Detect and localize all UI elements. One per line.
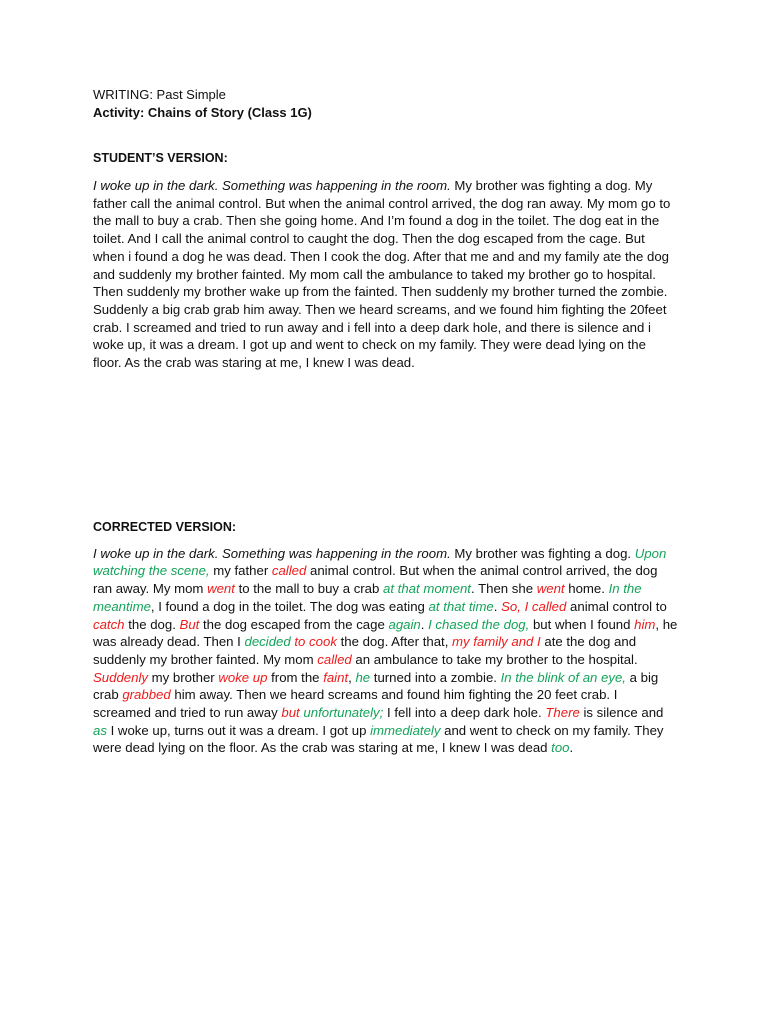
corrected-text-run: ate the dog and suddenly my brother fainted. My mom bbox=[93, 634, 637, 667]
corrected-text-run: the dog. After that, bbox=[336, 634, 453, 650]
corrected-text-run: to the mall to buy a crab bbox=[234, 581, 384, 597]
corrected-text-run: my brother bbox=[148, 669, 219, 685]
correction-text: called bbox=[271, 563, 307, 579]
added-text: as bbox=[93, 722, 107, 738]
correction-text: him bbox=[634, 616, 656, 632]
added-text: unfortunately; bbox=[303, 705, 384, 721]
corrected-text-run: from the bbox=[267, 669, 324, 685]
student-body: My brother was fighting a dog. My father call the animal control. But when the animal control arrived, the dog ran away. My mom go to the mall to buy a crab. Then she going home. And I’m found a dog in the toilet. The dog eat in the toilet. And I call the animal control to caught the dog. Then the dog escaped from the cage. But when i found a dog he was dead. Then I cook the dog. After that me and and my family ate the dog and suddenly my brother fainted. My mom call the ambulance to taked my brother go to hospital. Then suddenly my brother wake up from the fainted. Then suddenly my brother turned the zombie. Suddenly a big crab grab him away. Then we heard screams, and we found him fighting the 20feet crab. I screamed and tried to run away and i fell into a deep dark hole, and there is silence and i woke up, it was a dream. I got up and went to check on my family. They were dead lying on the floor. As the crab was staring at me, I knew I was dead. bbox=[93, 178, 671, 371]
added-text: decided bbox=[244, 634, 291, 650]
subject-line: WRITING: Past Simple bbox=[93, 87, 226, 102]
corrected-text-run: . bbox=[569, 740, 574, 756]
correction-text: Suddenly bbox=[93, 669, 148, 685]
corrected-text-run: , bbox=[348, 669, 356, 685]
corrected-text-run: my father bbox=[209, 563, 272, 579]
corrected-text-run: a big crab bbox=[93, 669, 659, 703]
activity-title: Activity: Chains of Story (Class 1G) bbox=[93, 105, 312, 120]
correction-text: grabbed bbox=[122, 687, 171, 703]
added-text: too bbox=[551, 740, 570, 756]
corrected-text-run: . bbox=[493, 598, 502, 614]
correction-text: So, I called bbox=[501, 598, 567, 614]
added-text: at that time bbox=[428, 598, 494, 614]
student-intro: I woke up in the dark. Something was happening in the room. bbox=[93, 178, 451, 193]
correction-text: went bbox=[207, 581, 235, 597]
correction-text: There bbox=[545, 705, 580, 721]
corrected-text-run: I woke up, turns out it was a dream. I got up bbox=[106, 722, 371, 738]
added-text: he bbox=[355, 669, 371, 685]
corrected-text-run: is silence and bbox=[579, 705, 664, 721]
correction-text: went bbox=[536, 581, 565, 597]
correction-text: catch bbox=[93, 616, 125, 632]
corrected-text-run: . bbox=[420, 616, 429, 632]
corrected-version-heading: CORRECTED VERSION: bbox=[93, 519, 237, 534]
corrected-text-run: but when I found bbox=[529, 616, 635, 632]
corrected-text-run: the dog escaped from the cage bbox=[199, 616, 389, 632]
added-text: immediately bbox=[370, 722, 441, 738]
added-text: again bbox=[388, 616, 421, 632]
added-text: In the blink of an eye, bbox=[500, 669, 626, 685]
student-version-text bbox=[93, 177, 678, 372]
corrected-version-text bbox=[93, 545, 678, 757]
student-version-heading: STUDENT’S VERSION: bbox=[93, 151, 228, 165]
correction-text: my family and I bbox=[452, 634, 541, 650]
correction-text: faint bbox=[323, 669, 349, 685]
correction-text: to cook bbox=[294, 634, 337, 650]
corrected-text-run: , he was already dead. Then I bbox=[93, 616, 678, 650]
corrected-text-run: I fell into a deep dark hole. bbox=[383, 705, 546, 721]
corrected-text-run: , I found a dog in the toilet. The dog was eating bbox=[150, 598, 429, 614]
corrected-text-run: home. bbox=[564, 581, 609, 597]
added-text: I chased the dog, bbox=[428, 616, 530, 632]
correction-text: woke up bbox=[218, 669, 268, 685]
corrected-text-run: . Then she bbox=[470, 581, 537, 597]
corrected-text-run: the dog. bbox=[124, 616, 180, 632]
corrected-text-run: animal control to bbox=[566, 598, 667, 614]
corrected-text-run: My brother was fighting a dog. bbox=[450, 545, 635, 561]
document-content bbox=[93, 86, 678, 757]
corrected-text-run: turned into a zombie. bbox=[370, 669, 501, 685]
added-text: In the meantime bbox=[93, 581, 642, 614]
corrected-intro: I woke up in the dark. Something was happening in the room. bbox=[93, 545, 451, 561]
corrected-text-run: animal control. But when the animal control arrived, the dog ran away. My mom bbox=[93, 563, 658, 597]
correction-text: But bbox=[179, 616, 200, 632]
corrected-text-run: him away. Then we heard screams and found him fighting the 20 feet crab. I screamed and tried to run away bbox=[93, 687, 618, 721]
correction-text: called bbox=[317, 651, 352, 667]
correction-text: but bbox=[281, 705, 300, 721]
added-text: at that moment bbox=[383, 581, 471, 597]
corrected-text-run: an ambulance to take my brother to the hospital. bbox=[351, 651, 638, 667]
corrected-text-run: and went to check on my family. They were dead lying on the floor. As the crab was staring at me, I knew I was dead bbox=[93, 722, 664, 756]
added-text: Upon watching the scene, bbox=[93, 545, 667, 579]
